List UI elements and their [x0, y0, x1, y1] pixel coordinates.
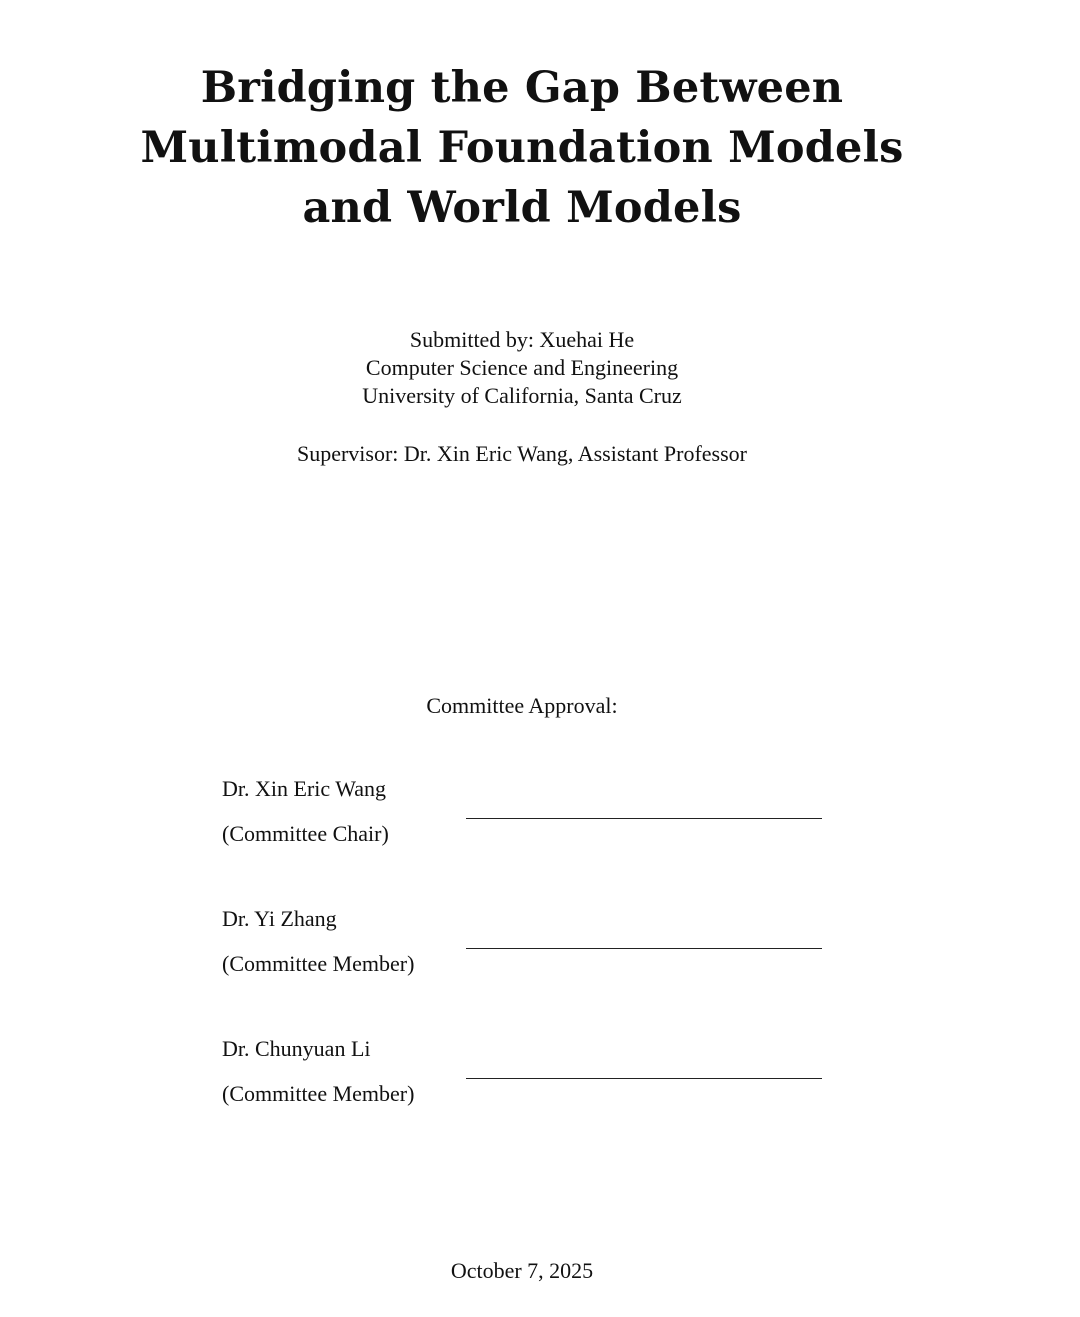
member-name: Dr. Xin Eric Wang: [222, 776, 387, 801]
committee-member-chair: [222, 775, 842, 855]
thesis-title-line-2: Multimodal Foundation Models: [140, 123, 904, 173]
university: University of California, Santa Cruz: [362, 383, 682, 408]
thesis-title-line-1: Bridging the Gap Between: [200, 63, 844, 113]
submission-date: October 7, 2025: [450, 1258, 594, 1283]
signature-line: [466, 1078, 822, 1079]
submission-info: [160, 326, 884, 410]
thesis-title: [60, 58, 984, 238]
member-name: Dr. Chunyuan Li: [222, 1036, 371, 1061]
member-name: Dr. Yi Zhang: [222, 906, 337, 931]
committee-approval-heading: Committee Approval:: [426, 693, 618, 718]
submitted-by: Submitted by: Xuehai He: [409, 327, 635, 352]
signature-line: [466, 818, 822, 819]
supervisor: Supervisor: Dr. Xin Eric Wang, Assistant Professor: [296, 441, 747, 466]
department: Computer Science and Engineering: [365, 355, 679, 380]
member-role: (Committee Member): [222, 951, 415, 976]
committee-member-2: [222, 905, 842, 985]
member-role: (Committee Chair): [222, 821, 389, 846]
thesis-title-line-3: and World Models: [302, 183, 742, 233]
committee-member-3: [222, 1035, 842, 1115]
signature-line: [466, 948, 822, 949]
member-role: (Committee Member): [222, 1081, 415, 1106]
